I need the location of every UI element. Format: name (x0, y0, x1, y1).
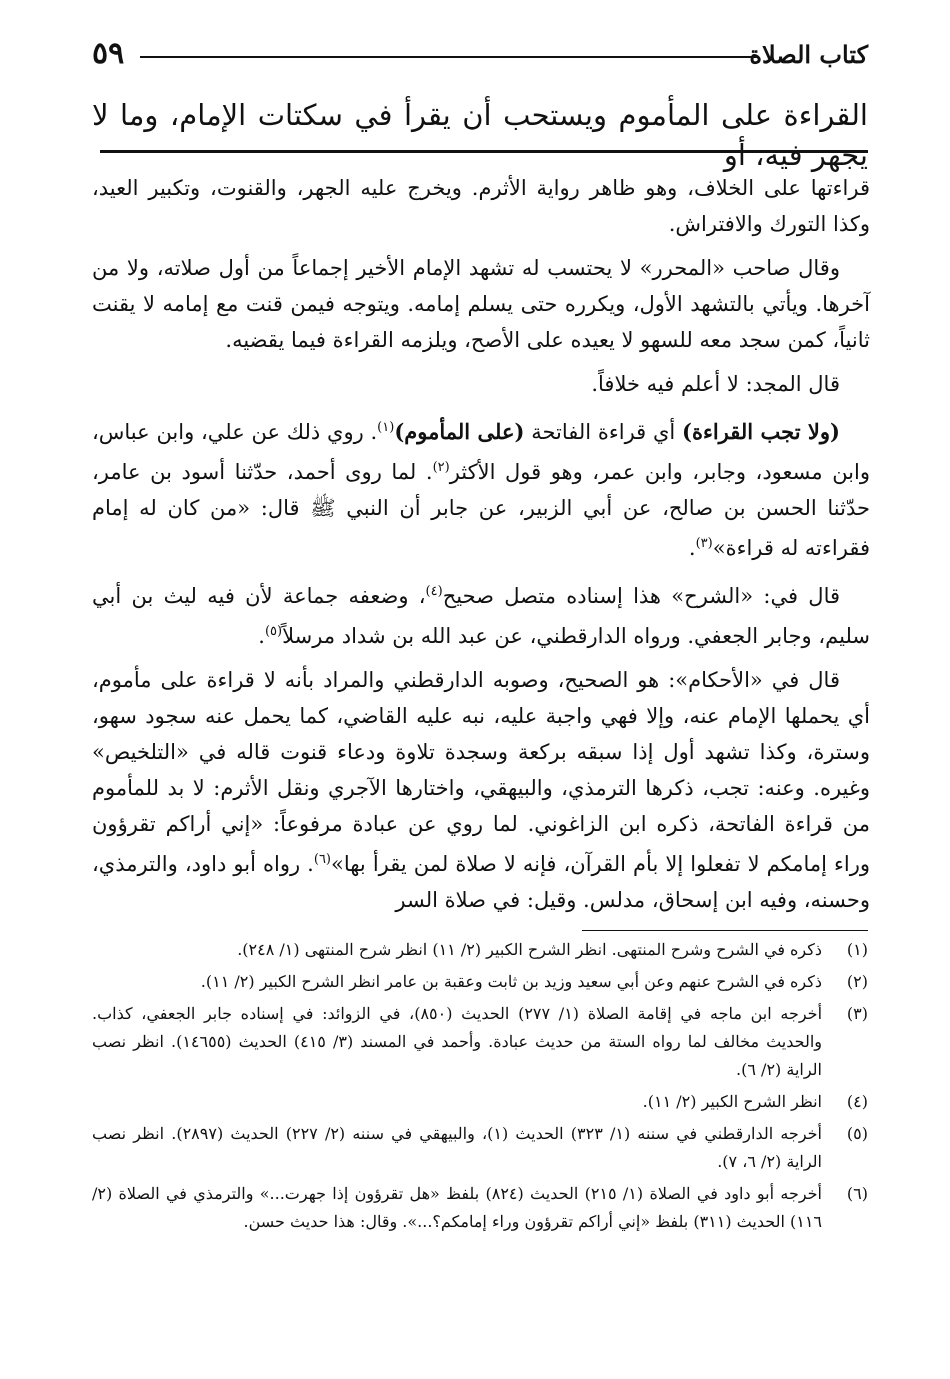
matn-separator-rule (100, 150, 868, 153)
footnote (92, 1000, 868, 1084)
paragraph (92, 574, 870, 654)
matn-text: القراءة على المأموم ويستحب أن يقرأ في سكتات الإمام، وما لا يجهر فيه، أو (92, 98, 868, 172)
text-run: ، وضعفه جماعة لأن فيه ليث بن أبي سليم، وجابر الجعفي. ورواه الدارقطني، عن عبد الله بن شداد مرسلاً (92, 584, 870, 648)
paragraph (92, 410, 870, 566)
text-run: أي قراءة الفاتحة (524, 420, 683, 444)
footnote-text: أخرجه الدارقطني في سننه (١/ ٣٢٣) الحديث (١)، والبيهقي في سننه (٢/ ٢٢٧) الحديث (٢٨٩٧). انظر نصب الراية (٢/ ٦، ٧). (92, 1124, 822, 1171)
running-title: كتاب الصلاة (749, 40, 868, 69)
footnote-number: (٥) (846, 1124, 868, 1143)
footnote-ref[interactable]: (٦) (313, 852, 331, 867)
footnote (92, 1120, 868, 1176)
text-run: . رواه أبو داود، والترمذي، وحسنه، وفيه ابن إسحاق، مدلس. وقيل: في صلاة السر (92, 852, 870, 912)
footnote-text: ذكره في الشرح عنهم وعن أبي سعيد وزيد بن ثابت وعقبة بن عامر انظر الشرح الكبير (٢/ ١١). (200, 972, 822, 991)
matn-quote: (ولا تجب القراءة) (682, 419, 840, 444)
paragraph (92, 662, 870, 918)
footnote (92, 968, 868, 996)
footnote-ref[interactable]: (١) (377, 420, 395, 435)
footnotes (92, 936, 868, 1240)
footnote-number: (٢) (846, 972, 868, 991)
commentary-body (92, 170, 870, 926)
footnote-ref[interactable]: (٥) (264, 624, 283, 639)
matn-quote: (على المأموم) (394, 419, 525, 444)
text-run: . (258, 624, 265, 648)
page-header (92, 36, 868, 76)
text-run: . لما روى أحمد، حدّثنا أسود بن عامر، حدّثنا الحسن بن صالح، عن أبي الزبير، عن جابر أن النبي ﷺ قال: «من كان له إمام فقراءته له قراءة» (92, 460, 870, 560)
footnote-separator (582, 930, 868, 931)
footnote-text: انظر الشرح الكبير (٢/ ١١). (642, 1092, 822, 1111)
footnote-ref[interactable]: (٤) (425, 584, 443, 599)
text-run: قال في: «الشرح» هذا إسناده متصل صحيح (442, 584, 841, 608)
text-run: قال في «الأحكام»: هو الصحيح، وصوبه الدارقطني والمراد بأنه لا قراءة على مأموم، أي يحملها الإمام عنه، وإلا فهي واجبة عليه، نبه عليه القاضي، كما يحمل عنه سجود سهو، وسترة، وكذا تشهد أول إذا سبقه بركعة وسجدة تلاوة ودعاء قنوت قاله في «التلخيص» وغيره. وعنه: تجب، ذكرها الترمذي، والبيهقي، واختارها الآجري ونقل الأثرم: لا بد للمأموم من قراءة الفاتحة، ذكره ابن الزاغوني. لما روي عن عبادة مرفوعاً: «إني أراكم تقرؤون وراء إمامكم لا تفعلوا إلا بأم القرآن، فإنه لا صلاة لمن يقرأ بها» (92, 668, 870, 876)
page-number: ٥٩ (92, 36, 125, 71)
footnote-number: (١) (846, 940, 868, 959)
footnote-number: (٤) (846, 1092, 868, 1111)
footnote-ref[interactable]: (٣) (695, 536, 713, 551)
header-rule (140, 56, 758, 58)
paragraph: وقال صاحب «المحرر» لا يحتسب له تشهد الإمام الأخير إجماعاً من أول صلاته، ولا من آخرها. ويأتي بالتشهد الأول، ويكرره حتى يسلم إمامه. ويتوجه فيمن قنت مع إمامه لا يقنت ثانياً، كمن سجد معه للسهو لا يعيده على الأصح، ويلزمه القراءة فيما يقضيه. (92, 256, 870, 352)
footnote-number: (٦) (846, 1184, 868, 1203)
footnote-text: ذكره في الشرح وشرح المنتهى. انظر الشرح الكبير (٢/ ١١) انظر شرح المنتهى (١/ ٢٤٨). (237, 940, 822, 959)
footnote-number: (٣) (846, 1004, 868, 1023)
footnote-text: أخرجه أبو داود في الصلاة (١/ ٢١٥) الحديث (٨٢٤) بلفظ «هل تقرؤون إذا جهرت...» والترمذي في الصلاة (٢/ ١١٦) الحديث (٣١١) بلفظ «إني أراكم تقرؤون وراء إمامكم؟...». وقال: هذا حديث حسن. (92, 1184, 822, 1231)
paragraph: قال المجد: لا أعلم فيه خلافاً. (591, 372, 840, 396)
paragraph: قراءتها على الخلاف، وهو ظاهر رواية الأثرم. ويخرج عليه الجهر، والقنوت، وتكبير العيد، وكذا التورك والافتراش. (92, 176, 870, 236)
footnote (92, 936, 868, 964)
text-run: . (688, 536, 696, 560)
footnote-ref[interactable]: (٢) (432, 460, 450, 475)
footnote-text: أخرجه ابن ماجه في إقامة الصلاة (١/ ٢٧٧) الحديث (٨٥٠)، في الزوائد: في إسناده جابر الجعفي، كذاب. والحديث مخالف لما رواه الستة من حديث عبادة. وأحمد في المسند (٣/ ٤١٥) الحديث (١٤٦٥٥). انظر نصب الراية (٢/ ٦). (92, 1004, 823, 1079)
text-run: . روي ذلك عن علي، وابن عباس، وابن مسعود، وجابر، وابن عمر، وهو قول الأكثر (92, 420, 870, 484)
footnote (92, 1180, 868, 1236)
footnote (92, 1088, 868, 1116)
